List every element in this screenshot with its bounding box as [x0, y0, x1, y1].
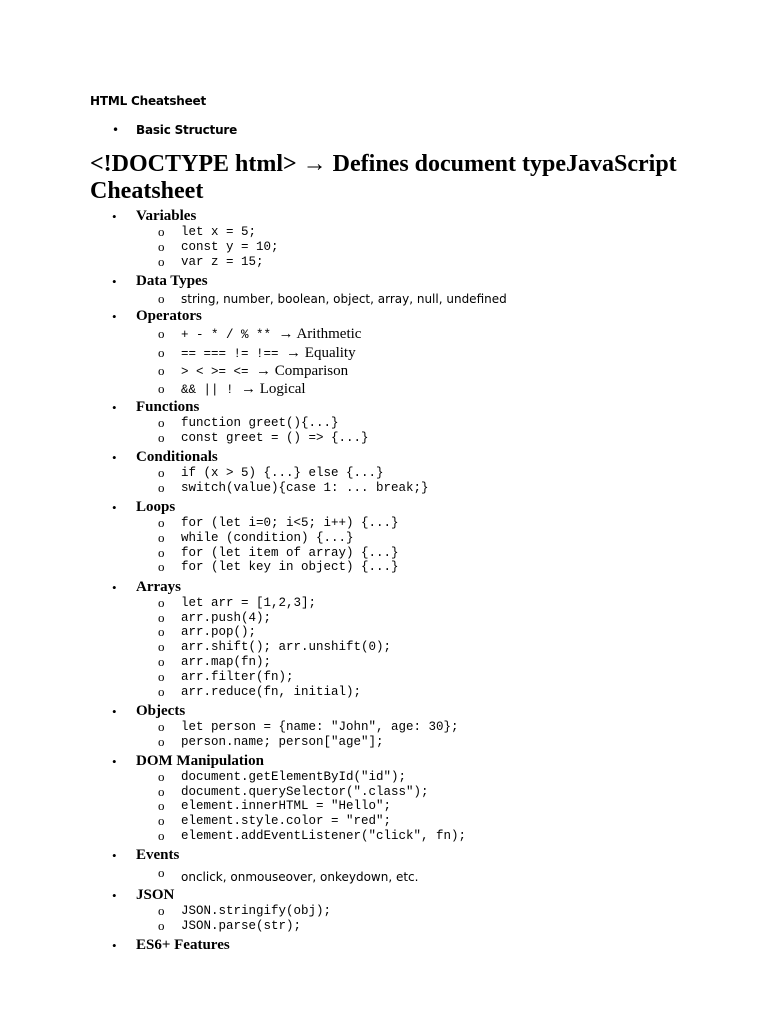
sub-bullet-marker: o — [158, 326, 165, 342]
section-dom-manipulation — [0, 753, 768, 844]
list-item — [0, 344, 768, 362]
bullet-marker: • — [112, 309, 117, 325]
basic-structure-bullet — [112, 123, 237, 137]
sub-bullet-marker: o — [158, 290, 165, 306]
sub-bullet-marker: o — [158, 238, 165, 254]
section-arrays — [0, 579, 768, 700]
sub-bullet-marker: o — [158, 414, 165, 430]
section-heading — [0, 308, 768, 325]
code-text: arr.shift(); arr.unshift(0); — [181, 640, 392, 655]
sub-bullet-marker: o — [158, 594, 165, 610]
section-title: DOM Manipulation — [136, 752, 264, 769]
list-item — [0, 720, 768, 735]
section-heading — [0, 499, 768, 516]
description-text: → Logical — [241, 381, 306, 398]
list-item — [0, 531, 768, 546]
bullet-marker: • — [112, 579, 117, 595]
section-functions — [0, 399, 768, 446]
section-objects — [0, 703, 768, 750]
cheatsheet-list — [0, 208, 768, 954]
code-text: + - * / % ** — [181, 328, 279, 343]
sub-bullet-marker: o — [158, 609, 165, 625]
list-item — [0, 431, 768, 446]
sub-bullet-marker: o — [158, 224, 165, 239]
code-text: arr.filter(fn); — [181, 669, 294, 684]
sub-bullet-marker: o — [158, 653, 165, 669]
bullet-marker: • — [112, 500, 117, 516]
sub-bullet-marker: o — [158, 381, 165, 397]
code-text: function greet(){...} — [181, 415, 339, 430]
list-item — [0, 466, 768, 481]
list-item — [0, 362, 768, 380]
code-text: if (x > 5) {...} else {...} — [181, 465, 384, 480]
code-text: document.getElementById("id"); — [181, 769, 407, 784]
code-text: person.name; person["age"]; — [181, 734, 384, 749]
section-heading — [0, 753, 768, 770]
sub-bullet-marker: o — [158, 479, 165, 495]
sub-bullet-marker: o — [158, 515, 165, 531]
section-title: Variables — [136, 208, 197, 224]
bullet-marker: • — [112, 753, 117, 769]
bullet-marker: • — [112, 123, 119, 137]
basic-structure-label: Basic Structure — [136, 123, 238, 137]
list-item — [0, 799, 768, 814]
code-text: > < >= <= — [181, 365, 257, 380]
list-item — [0, 919, 768, 934]
section-title: Operators — [136, 308, 202, 325]
list-item — [0, 655, 768, 670]
bullet-marker: • — [112, 209, 117, 224]
sub-bullet-marker: o — [158, 917, 165, 933]
list-item — [0, 596, 768, 611]
code-text: for (let item of array) {...} — [181, 545, 399, 560]
bullet-marker: • — [112, 937, 117, 953]
sub-bullet-marker: o — [158, 624, 165, 640]
section-title: JSON — [136, 886, 175, 903]
code-text: while (condition) {...} — [181, 530, 354, 545]
sub-bullet-marker: o — [158, 544, 165, 560]
list-item — [0, 516, 768, 531]
section-title: Events — [136, 847, 180, 864]
list-item — [0, 380, 768, 398]
code-text: == === != !== — [181, 346, 287, 361]
list-item — [0, 325, 768, 343]
section-heading — [0, 399, 768, 416]
sub-bullet-marker: o — [158, 464, 165, 480]
code-text: for (let i=0; i<5; i++) {...} — [181, 516, 399, 531]
sub-bullet-marker: o — [158, 668, 165, 684]
section-title: Arrays — [136, 578, 181, 595]
section-title: Data Types — [136, 272, 208, 289]
list-item — [0, 814, 768, 829]
list-item — [0, 770, 768, 785]
section-heading — [0, 208, 768, 225]
section-heading — [0, 887, 768, 904]
code-text: arr.pop(); — [181, 625, 257, 640]
main-heading: <!DOCTYPE html> → Defines document typeJavaScript Cheatsheet — [90, 151, 677, 204]
sub-bullet-marker: o — [158, 683, 165, 699]
section-events — [0, 847, 768, 886]
code-text: element.innerHTML = "Hello"; — [181, 799, 392, 814]
sub-bullet-marker: o — [158, 828, 165, 844]
code-text: let x = 5; — [181, 225, 257, 239]
description-text: → Arithmetic — [278, 326, 362, 343]
code-text: let person = {name: "John", age: 30}; — [181, 719, 459, 734]
code-text: const greet = () => {...} — [181, 430, 369, 445]
section-heading — [0, 579, 768, 596]
list-item — [0, 685, 768, 700]
list-item — [0, 481, 768, 496]
code-text: && || ! — [181, 383, 242, 398]
code-text: const y = 10; — [181, 239, 279, 254]
list-item — [0, 255, 768, 270]
description-text: → Comparison — [256, 363, 349, 380]
sub-bullet-marker: o — [158, 253, 165, 269]
bullet-marker: • — [112, 399, 117, 415]
type-list-text: string, number, boolean, object, array, null, undefined — [181, 291, 507, 306]
events-text: onclick, onmouseover, onkeydown, etc. — [181, 870, 419, 885]
list-item — [0, 864, 768, 886]
doc-title: HTML Cheatsheet — [90, 94, 207, 108]
section-title: Objects — [136, 702, 186, 719]
list-item — [0, 225, 768, 240]
section-data-types — [0, 273, 768, 308]
code-text: for (let key in object) {...} — [181, 560, 399, 575]
code-text: arr.map(fn); — [181, 654, 272, 669]
sub-bullet-marker: o — [158, 559, 165, 575]
bullet-marker: • — [112, 273, 117, 289]
sub-bullet-marker: o — [158, 865, 165, 881]
sub-bullet-marker: o — [158, 363, 165, 379]
section-heading — [0, 273, 768, 290]
section-title: Loops — [136, 499, 176, 516]
sub-bullet-marker: o — [158, 639, 165, 655]
code-text: JSON.parse(str); — [181, 918, 302, 933]
section-es6-features — [0, 937, 768, 954]
section-variables — [0, 208, 768, 269]
list-item — [0, 560, 768, 575]
list-item — [0, 904, 768, 919]
bullet-marker: • — [112, 848, 117, 864]
section-loops — [0, 499, 768, 575]
code-text: document.querySelector(".class"); — [181, 784, 429, 799]
section-title: Functions — [136, 398, 200, 415]
list-item — [0, 785, 768, 800]
section-heading — [0, 703, 768, 720]
code-text: element.addEventListener("click", fn); — [181, 829, 467, 844]
code-text: var z = 15; — [181, 254, 264, 269]
sub-bullet-marker: o — [158, 798, 165, 814]
list-item — [0, 829, 768, 844]
section-title: ES6+ Features — [136, 936, 230, 953]
sub-bullet-marker: o — [158, 733, 165, 749]
code-text: switch(value){case 1: ... break;} — [181, 480, 429, 495]
section-heading — [0, 847, 768, 864]
section-heading — [0, 937, 768, 954]
list-item — [0, 290, 768, 308]
sub-bullet-marker: o — [158, 768, 165, 784]
list-item — [0, 416, 768, 431]
bullet-marker: • — [112, 703, 117, 719]
code-text: JSON.stringify(obj); — [181, 903, 332, 918]
list-item — [0, 546, 768, 561]
sub-bullet-marker: o — [158, 902, 165, 918]
code-text: arr.push(4); — [181, 610, 272, 625]
list-item — [0, 640, 768, 655]
sub-bullet-marker: o — [158, 783, 165, 799]
list-item — [0, 735, 768, 750]
list-item — [0, 670, 768, 685]
bullet-marker: • — [112, 449, 117, 465]
bullet-marker: • — [112, 887, 117, 903]
sub-bullet-marker: o — [158, 529, 165, 545]
section-json — [0, 887, 768, 934]
section-operators — [0, 308, 768, 399]
section-title: Conditionals — [136, 448, 218, 465]
sub-bullet-marker: o — [158, 344, 165, 360]
description-text: → Equality — [286, 344, 356, 361]
section-conditionals — [0, 449, 768, 496]
sub-bullet-marker: o — [158, 813, 165, 829]
code-text: let arr = [1,2,3]; — [181, 595, 317, 610]
sub-bullet-marker: o — [158, 718, 165, 734]
sub-bullet-marker: o — [158, 429, 165, 445]
list-item — [0, 625, 768, 640]
code-text: arr.reduce(fn, initial); — [181, 684, 362, 699]
code-text: element.style.color = "red"; — [181, 814, 392, 829]
section-heading — [0, 449, 768, 466]
list-item — [0, 240, 768, 255]
list-item — [0, 611, 768, 626]
